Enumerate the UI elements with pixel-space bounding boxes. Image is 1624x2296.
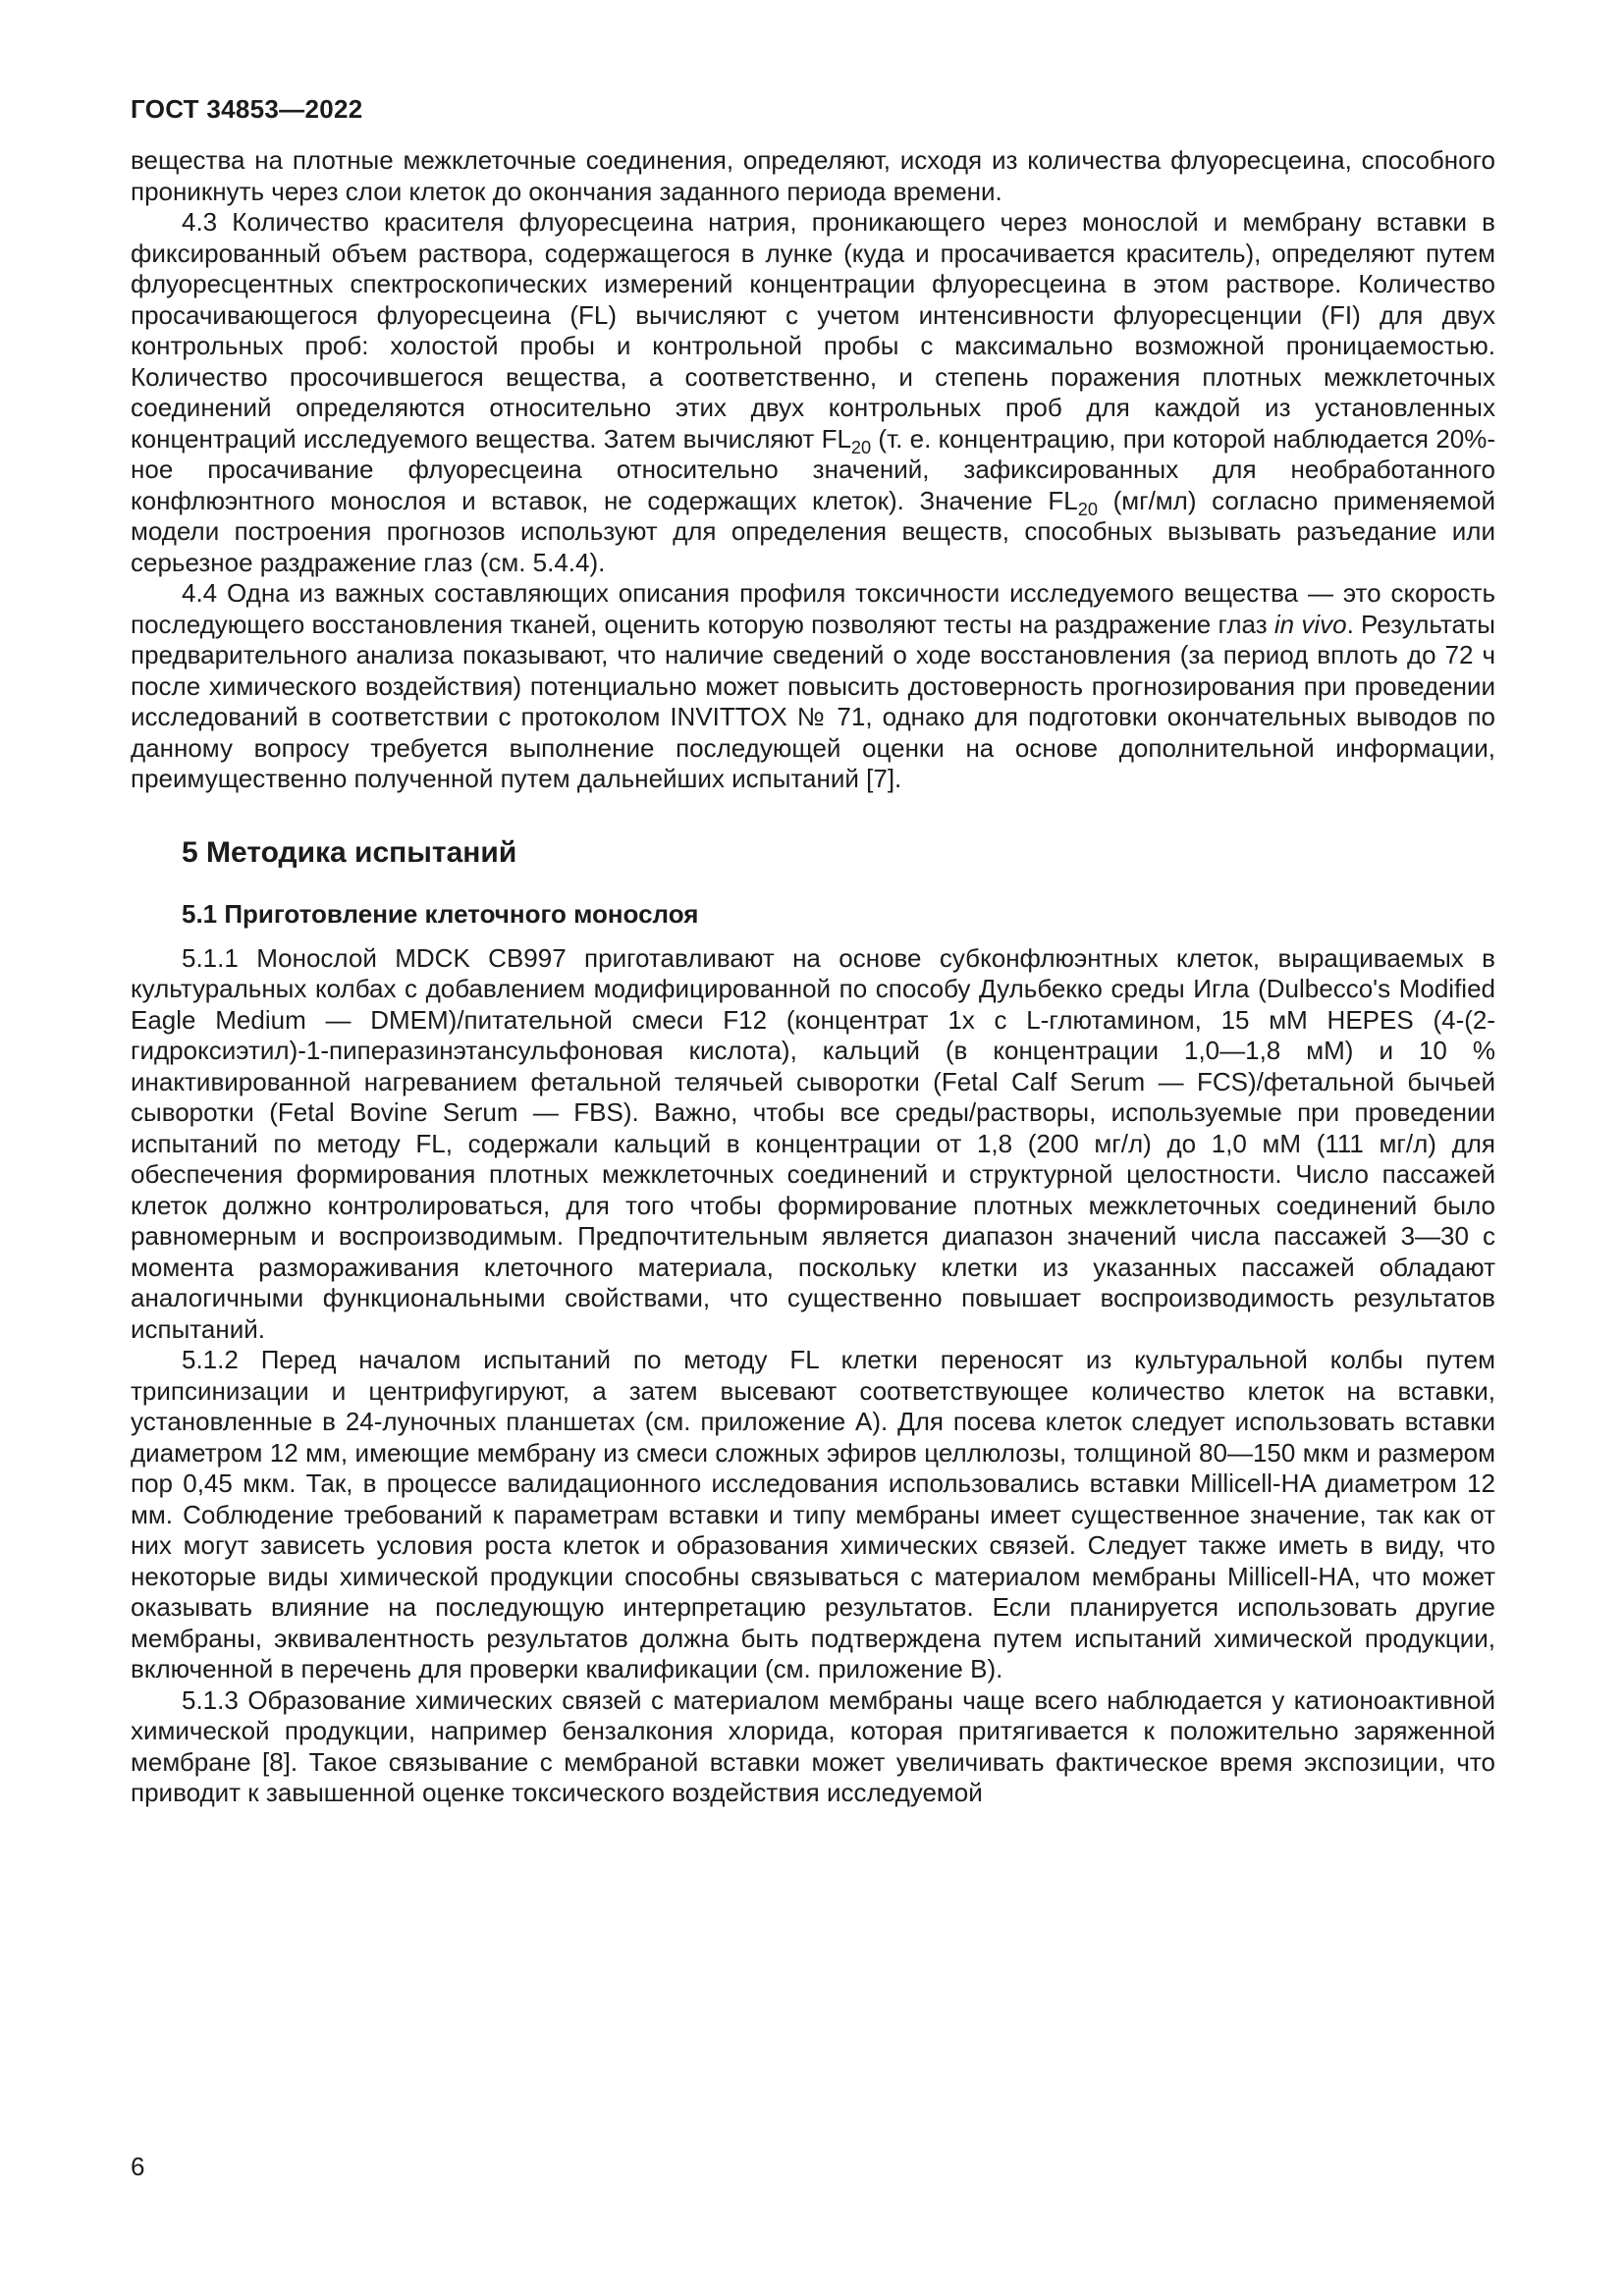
clause-4-4: 4.4 Одна из важных составляющих описания профиля токсичности исследуемого вещества — это скорость последующего восстановления тканей, оценить которую позволяют тесты на раздражение глаз in vivo. Результаты предварительного анализа показывают, что наличие сведений о ходе восстановления (за период вплоть до 72 ч после химического воздействия) потенциально может повысить достоверность прогнозирования при проведении исследований в соответствии с протоколом INVITTOX № 71, однако для подготовки окончательных выводов по данному вопросу требуется выполнение последующей оценки на основе дополнительной информации, преимущественно полученной путем дальнейших испытаний [7]. (131, 578, 1495, 793)
section-5-heading: 5 Методика испытаний (182, 835, 517, 869)
clause-4-3: 4.3 Количество красителя флуоресцеина натрия, проникающего через монослой и мембрану вставки в фиксированный объем раствора, содержащегося в лунке (куда и просачивается краситель), определяют путем флуоресцентных спектроскопических измерений концентрации флуоресцеина в этом растворе. Количество просачивающегося флуоресцеина (FL) вычисляют с учетом интенсивности флуоресценции (FI) для двух контрольных проб: холостой пробы и контрольной пробы с максимально возможной проницаемостью. Количество просочившегося вещества, а соответственно, и степень поражения плотных межклеточных соединений определяются относительно этих двух контрольных проб для каждой из установленных концентраций исследуемого вещества. Затем вычисляют $FL_{20}$ (т. е. концентрацию, при которой наблюдается 20%-ное просачивание флуоресцеина относительно значений, зафиксированных для необработанного конфлюэнтного монослоя и вставок, не содержащих клеток). Значение $FL_{20}$ (мг/мл) согласно применяемой модели построения прогнозов используют для определения веществ, способных вызывать разъедание или серьезное раздражение глаз (см. 5.4.4). (131, 207, 1495, 577)
doc-designation: ГОСТ 34853—2022 (131, 94, 363, 124)
clause-5-1-2: 5.1.2 Перед началом испытаний по методу FL клетки переносят из культуральной колбы путем трипсинизации и центрифугируют, а затем высевают соответствующее количество клеток на вставки, установленные в 24-луночных планшетах (см. приложение А). Для посева клеток следует использовать вставки диаметром 12 мм, имеющие мембрану из смеси сложных эфиров целлюлозы, толщиной 80—150 мкм и размером пор 0,45 мкм. Так, в процессе валидационного исследования использовались вставки Millicell-HA диаметром 12 мм. Соблюдение требований к параметрам вставки и типу мембраны имеет существенное значение, так как от них могут зависеть условия роста клеток и образования химических связей. Следует также иметь в виду, что некоторые виды химической продукции способны связываться с материалом мембраны Millicell-HA, что может оказывать влияние на последующую интерпретацию результатов. Если планируется использовать другие мембраны, эквивалентность результатов должна быть подтверждена путем испытаний химической продукции, включенной в перечень для проверки квалификации (см. приложение В). (131, 1345, 1495, 1683)
page-number: 6 (131, 2152, 145, 2181)
page-footer (131, 2152, 144, 2182)
running-header (131, 94, 363, 125)
subsection-5-1-heading: 5.1 Приготовление клеточного монослоя (182, 898, 699, 929)
page-text-block (131, 145, 1495, 1809)
paragraph-continuation: вещества на плотные межклеточные соединения, определяют, исходя из количества флуоресцеина, способного проникнуть через слои клеток до окончания заданного периода времени. (131, 145, 1495, 206)
clause-5-1-3: 5.1.3 Образование химических связей с материалом мембраны чаще всего наблюдается у катионоактивной химической продукции, например бензалкония хлорида, которая притягивается к положительно заряженной мембране [8]. Такое связывание с мембраной вставки может увеличивать фактическое время экспозиции, что приводит к завышенной оценке токсического воздействия исследуемой (131, 1684, 1495, 1807)
clause-5-1-1: 5.1.1 Монослой MDCK CB997 приготавливают на основе субконфлюэнтных клеток, выращиваемых в культуральных колбах с добавлением модифицированной по способу Дульбекко среды Игла (Dulbecco's Modified Eagle Medium — DMEM)/питательной смеси F12 (концентрат 1х с L-глютамином, 15 мМ HEPES (4-(2-гидроксиэтил)-1-пиперазинэтансульфоновая кислота), кальций (в концентрации 1,0—1,8 мМ) и 10 % инактивированной нагреванием фетальной телячьей сыворотки (Fetal Calf Serum — FCS)/фетальной бычьей сыворотки (Fetal Bovine Serum — FBS). Важно, чтобы все среды/растворы, используемые при проведении испытаний по методу FL, содержали кальций в концентрации от 1,8 (200 мг/л) до 1,0 мМ (111 мг/л) для обеспечения формирования плотных межклеточных соединений и структурной целостности. Число пассажей клеток должно контролироваться, для того чтобы формирование плотных межклеточных соединений было равномерным и воспроизводимым. Предпочтительным является диапазон значений числа пассажей 3—30 с момента размораживания клеточного материала, поскольку клетки из указанных пассажей обладают аналогичными функциональными свойствами, что существенно повышает воспроизводимость результатов испытаний. (131, 942, 1495, 1344)
